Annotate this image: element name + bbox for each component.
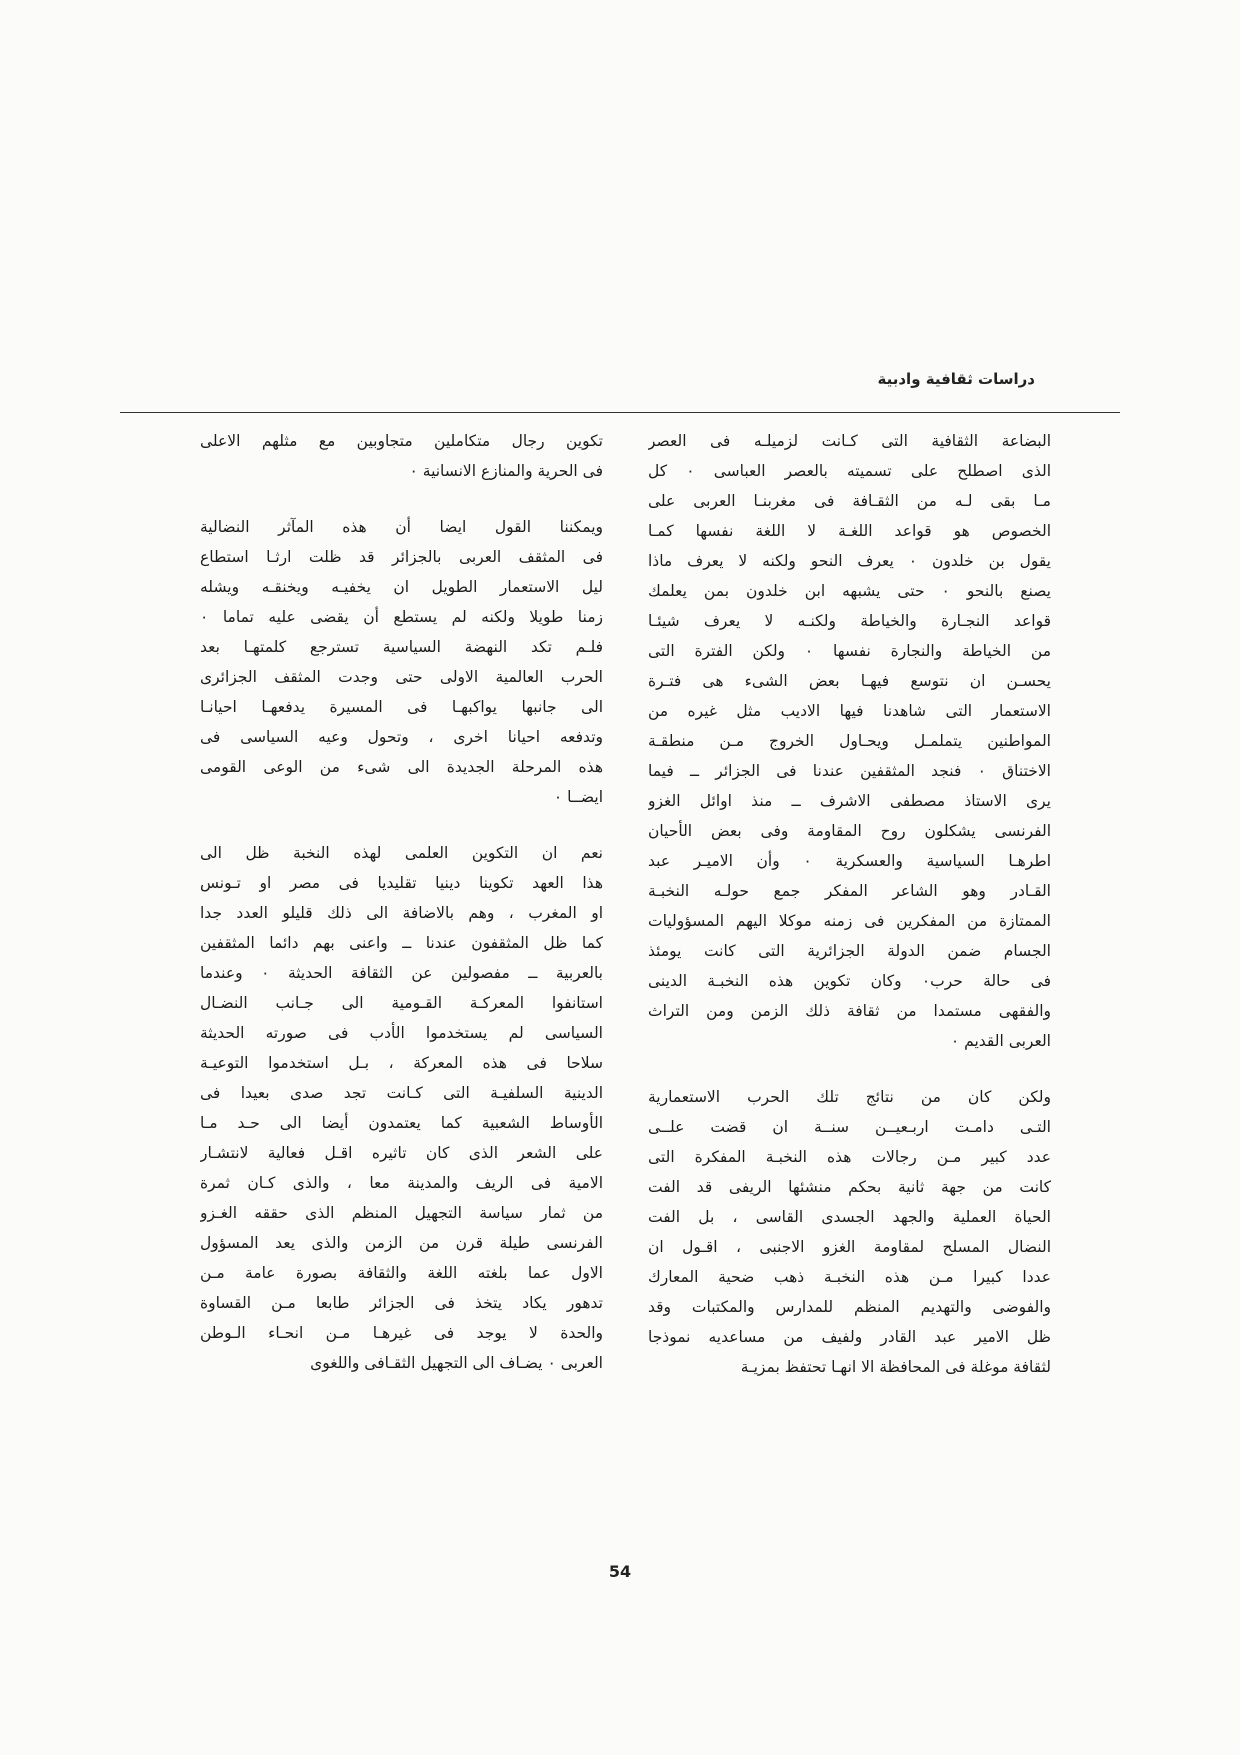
- text-line: والفوضى والتهديم المنظم للمدارس والمكتبات وقد: [648, 1298, 1051, 1316]
- paragraph: [200, 426, 603, 486]
- paragraph: [200, 838, 603, 1378]
- text-line: الأوساط الشعبية كما يعتمدون أيضا الى حـد مـا: [200, 1114, 603, 1132]
- text-line: الحياة العملية والجهد الجسدى القاسى ، بل الفت: [648, 1208, 1051, 1226]
- text-line: من الخياطة والنجارة نفسها ٠ ولكن الفترة التى: [648, 642, 1051, 660]
- text-line: على الشعر الذى كان تاثيره اقـل فعالية لانتشـار: [200, 1144, 603, 1162]
- text-line: ولكن كان من نتائج تلك الحرب الاستعمارية: [648, 1088, 1051, 1106]
- text-line: زمنا طويلا ولكنه لم يستطع أن يقضى عليه تماما ٠: [200, 608, 603, 626]
- page-number: 54: [608, 1562, 632, 1581]
- text-line: هذه المرحلة الجديدة الى شىء من الوعى القومى: [200, 758, 603, 776]
- text-line: اطرهـا السياسية والعسكرية ٠ وأن الاميـر عبد: [648, 852, 1051, 870]
- paragraph-gap: [200, 486, 603, 512]
- text-column-left: [200, 426, 603, 1378]
- paragraph-gap: [648, 1056, 1051, 1082]
- text-line: المواطنين يتملمـل ويحـاول الخروج مـن منطقـة: [648, 732, 1051, 750]
- text-line: مـا بقى لـه من الثقـافة فى مغربنـا العربى على: [648, 492, 1051, 510]
- text-line: تدهور يكاد يتخذ فى الجزائر طابعا مـن القساوة: [200, 1294, 603, 1312]
- text-line: يقول بن خلدون ٠ يعرف النحو ولكنه لا يعرف ماذا: [648, 552, 1051, 570]
- paragraph: [648, 1082, 1051, 1382]
- paragraph-gap: [200, 812, 603, 838]
- text-line: سلاحا فى هذه المعركة ، بـل استخدموا التوعيـة: [200, 1054, 603, 1072]
- text-line: ليل الاستعمار الطويل ان يخفيـه ويخنقـه ويشله: [200, 578, 603, 596]
- text-line: استانفوا المعركـة القـومية الى جـانب النضـال: [200, 994, 603, 1012]
- text-line: فى المثقف العربى بالجزائر قد ظلت ارثـا استطاع: [200, 548, 603, 566]
- running-header: دراسات ثقافية وادبية: [877, 370, 1035, 388]
- text-line: نعم ان التكوين العلمى لهذه النخبة ظل الى: [200, 844, 603, 862]
- text-line: التـى دامـت اربـعيــن سنــة ان قضت علــى: [648, 1118, 1051, 1136]
- text-line: وتدفعه احيانا اخرى ، وتحول وعيه السياسى فى: [200, 728, 603, 746]
- text-line: الاختناق ٠ فنجد المثقفين عندنا فى الجزائر ــ فيما: [648, 762, 1051, 780]
- text-line: تكوين رجال متكاملين متجاوبين مع مثلهم الاعلى: [200, 432, 603, 450]
- text-line: الجسام ضمن الدولة الجزائرية التى كانت يومئذ: [648, 942, 1051, 960]
- text-line: الفرنسى طيلة قرن من الزمن والذى يعد المسؤول: [200, 1234, 603, 1252]
- text-line: النضال المسلح لمقاومة الغزو الاجنبى ، اقـول ان: [648, 1238, 1051, 1256]
- paragraph: [648, 426, 1051, 1056]
- text-line: او المغرب ، وهم بالاضافة الى ذلك قليلو العدد جدا: [200, 904, 603, 922]
- text-line: البضاعة الثقافية التى كـانت لزميلـه فى العصر: [648, 432, 1051, 450]
- text-line: من ثمار سياسة التجهيل المنظم الذى حققه الغـزو: [200, 1204, 603, 1222]
- text-line: ويمكننا القول ايضا أن هذه المآثر النضالية: [200, 518, 603, 536]
- text-line: الذى اصطلح على تسميته بالعصر العباسى ٠ كل: [648, 462, 1051, 480]
- text-line: العربى ٠ يضـاف الى التجهيل الثقـافى واللغوى: [310, 1354, 603, 1372]
- text-line: فى حالة حرب٠ وكان تكوين هذه النخبـة الدينى: [648, 972, 1051, 990]
- text-line: الممتازة من المفكرين فى زمنه موكلا اليهم المسؤوليات: [648, 912, 1051, 930]
- text-line: قواعد النجـارة والخياطة ولكنـه لا يعرف شيئـا: [648, 612, 1051, 630]
- text-line: الاول عما بلغته اللغة والثقافة بصورة عامة مـن: [200, 1264, 603, 1282]
- text-line: الحرب العالمية الاولى حتى وجدت المثقف الجزائرى: [200, 668, 603, 686]
- text-line: العربى القديم ٠: [950, 1032, 1051, 1050]
- text-line: عدد كبير مـن رجالات هذه النخبـة المفكرة التى: [648, 1148, 1051, 1166]
- text-line: عددا كبيرا مـن هذه النخبـة ذهب ضحية المعارك: [648, 1268, 1051, 1286]
- text-line: يرى الاستاذ مصطفى الاشرف ــ منذ اوائل الغزو: [648, 792, 1051, 810]
- text-line: الفرنسى يشكلون روح المقاومة وفى بعض الأحيان: [648, 822, 1051, 840]
- text-line: الدينية السلفيـة التى كـانت تجد صدى بعيدا فى: [200, 1084, 603, 1102]
- text-line: الامية فى الريف والمدينة معا ، والذى كـان ثمرة: [200, 1174, 603, 1192]
- text-line: لثقافة موغلة فى المحافظة الا انهـا تحتفظ بمزيـة: [740, 1358, 1051, 1376]
- text-column-right: [648, 426, 1051, 1382]
- text-line: هذا العهد تكوينا دينيا تقليديا فى مصر او تـونس: [200, 874, 603, 892]
- text-line: كما ظل المثقفون عندنا ــ واعنى بهم دائما المثقفين: [200, 934, 603, 952]
- text-line: يصنع بالنحو ٠ حتى يشبهه ابن خلدون بمن يعلمك: [648, 582, 1051, 600]
- text-line: والحدة لا يوجد فى غيرهـا مـن انحـاء الـوطن: [200, 1324, 603, 1342]
- text-line: ظل الامير عبد القادر ولفيف من مساعديه نموذجا: [648, 1328, 1051, 1346]
- text-line: بالعربية ــ مفصولين عن الثقافة الحديثة ٠ وعندما: [200, 964, 603, 982]
- text-line: القـادر وهو الشاعر المفكر جمع حولـه النخبـة: [648, 882, 1051, 900]
- text-line: والفقهى مستمدا من ثقافة ذلك الزمن ومن التراث: [648, 1002, 1051, 1020]
- text-line: كانت من جهة ثانية بحكم منشئها الريفى قد الفت: [648, 1178, 1051, 1196]
- text-line: فلـم تكد النهضة السياسية تسترجع كلمتهـا بعد: [200, 638, 603, 656]
- text-line: الى جانبها يواكبهـا فى المسيرة يدفعهـا احيانـا: [200, 698, 603, 716]
- header-rule: [120, 412, 1120, 413]
- text-line: ايضــا ٠: [553, 788, 603, 806]
- text-line: يحسـن ان نتوسع فيهـا بعض الشىء هى فتـرة: [648, 672, 1051, 690]
- paragraph: [200, 512, 603, 812]
- text-line: الخصوص هو قواعد اللغـة لا اللغة نفسها كمـا: [648, 522, 1051, 540]
- text-line: فى الحرية والمنازع الانسانية ٠: [409, 462, 603, 480]
- text-line: الاستعمار التى شاهدنا فيها الاديب مثل غيره من: [648, 702, 1051, 720]
- text-line: السياسى لم يستخدموا الأدب فى صورته الحديثة: [200, 1024, 603, 1042]
